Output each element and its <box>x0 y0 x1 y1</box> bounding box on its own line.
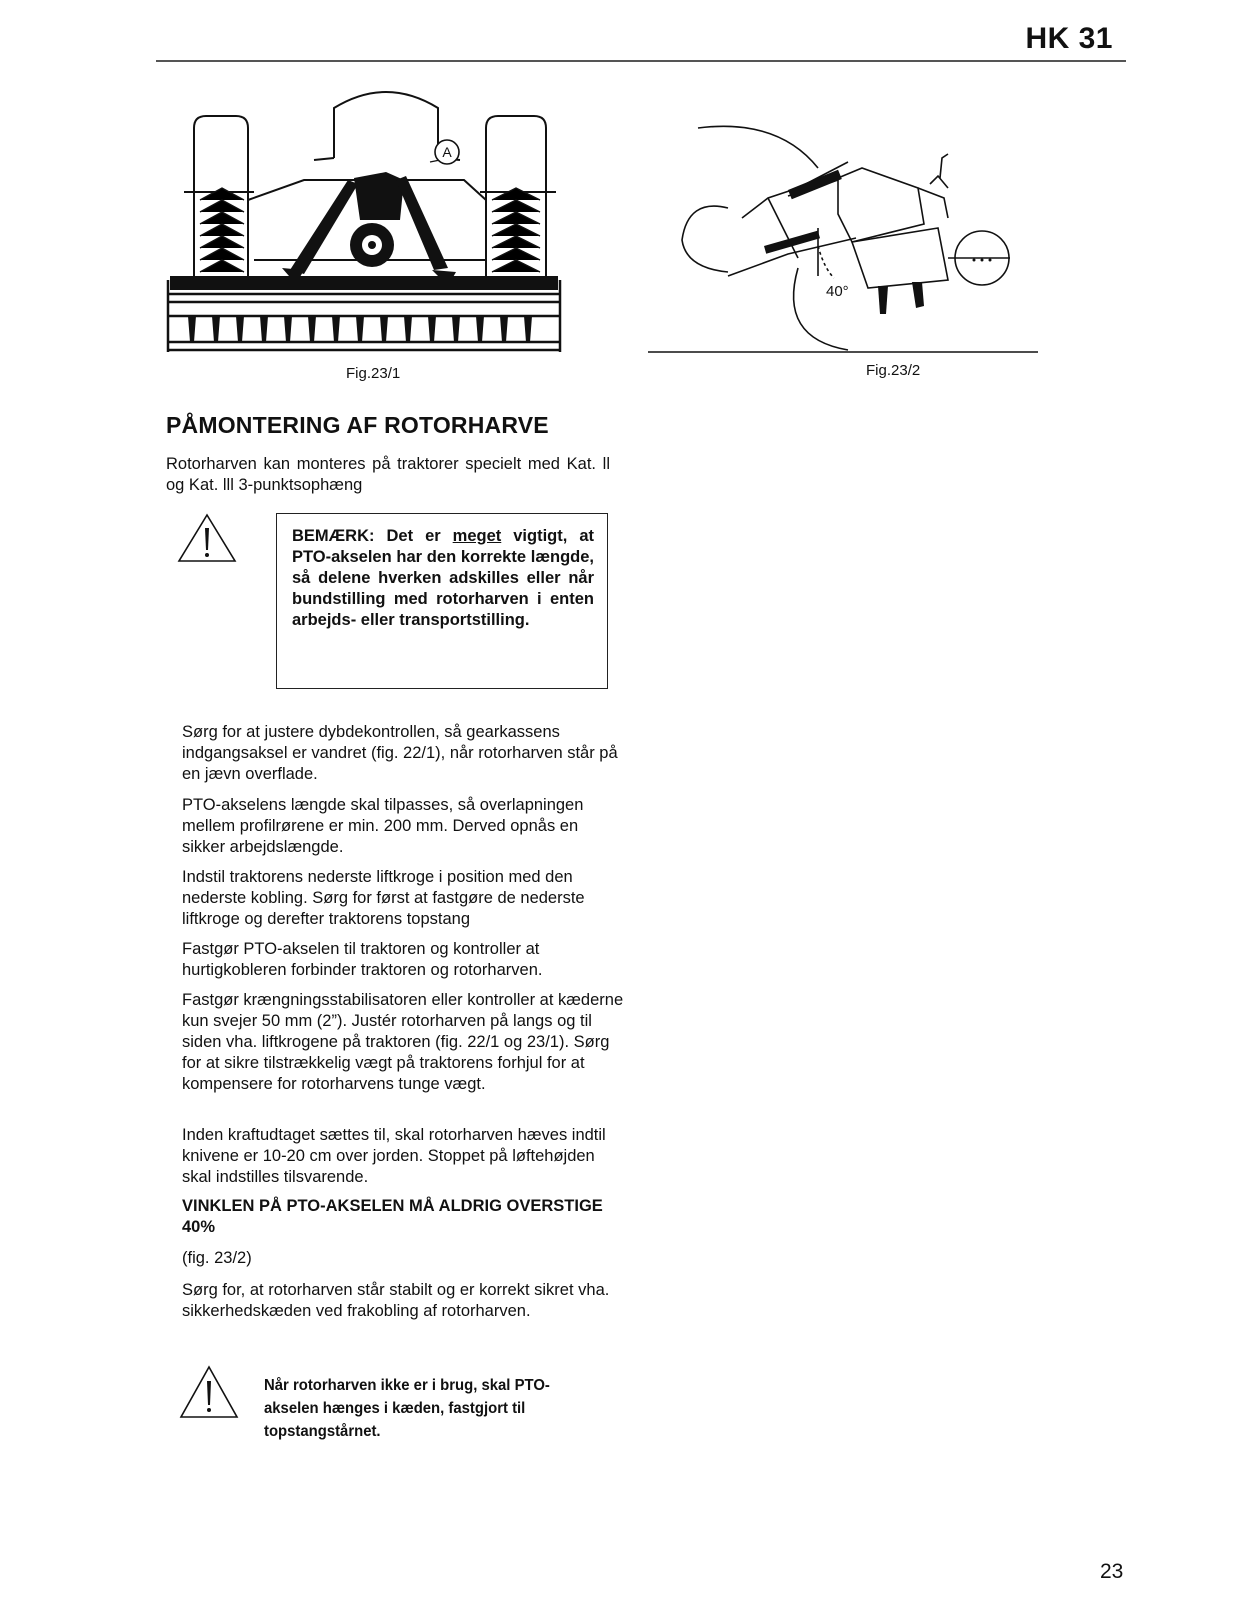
final-warning-note: Når rotorharven ikke er i brug, skal PTO-akselen hænges i kæden, fastgjort til topstangstårnet. <box>264 1377 550 1440</box>
paragraph-lift-hooks: Indstil traktorens nederste liftkroge i position med den nederste kobling. Sørg for først at fastgøre de nederste liftkroge og derefter traktorens topstang <box>182 868 585 928</box>
note-text-post: vigtigt, at PTO-akselen har den korrekte længde, så delene hverken adskilles eller når bundstilling med rotorharven i enten arbejds- eller transportstilling. <box>292 527 594 629</box>
important-note-text <box>292 526 594 631</box>
figure-2-caption: Fig.23/2 <box>866 362 921 379</box>
note-emphasis: meget <box>452 527 502 545</box>
page-number: 23 <box>1100 1560 1124 1583</box>
note-text-pre: Det er <box>374 527 453 545</box>
note-label: BEMÆRK: <box>292 527 375 545</box>
section-title: PÅMONTERING AF ROTORHARVE <box>166 412 549 438</box>
intro-paragraph: Rotorharven kan monteres på traktorer specielt med Kat. ll og Kat. lll 3-punktsophæng <box>166 455 610 494</box>
warning-triangle-icon <box>176 512 238 564</box>
document-header-title: HK 31 <box>1025 22 1113 55</box>
paragraph-power-takeoff: Inden kraftudtaget sættes til, skal rotorharven hæves indtil knivene er 10-20 cm over jorden. Stoppet på løftehøjden skal indstilles tilsvarende. <box>182 1126 606 1186</box>
figure-side-view-pto-angle <box>648 118 1038 358</box>
paragraph-pto-angle-warning: VINKLEN PÅ PTO-AKSELEN MÅ ALDRIG OVERSTIGE 40% <box>182 1197 603 1236</box>
warning-triangle-icon <box>178 1364 240 1420</box>
paragraph-depth-control: Sørg for at justere dybdekontrollen, så gearkassens indgangsaksel er vandret (fig. 22/1), når rotorharven står på en jævn overflade. <box>182 723 618 783</box>
header-rule <box>156 60 1126 62</box>
paragraph-figure-reference: (fig. 23/2) <box>182 1249 252 1267</box>
figure-tractor-rear-view <box>164 80 564 360</box>
paragraph-safety-chain: Sørg for, at rotorharven står stabilt og er korrekt sikret vha. sikkerhedskæden ved frakobling af rotorharven. <box>182 1281 610 1320</box>
paragraph-attach-pto: Fastgør PTO-akselen til traktoren og kontroller at hurtigkobleren forbinder traktoren og rotorharven. <box>182 940 543 979</box>
paragraph-pto-length: PTO-akselens længde skal tilpasses, så overlapningen mellem profilrørene er min. 200 mm. Derved opnås en sikker arbejdslængde. <box>182 796 584 856</box>
figure-1-caption: Fig.23/1 <box>346 365 401 382</box>
callout-a-label: A <box>442 144 452 160</box>
pto-angle-label: 40° <box>826 283 849 300</box>
paragraph-stabilizer: Fastgør krængningsstabilisatoren eller kontroller at kæderne kun svejer 50 mm (2”). Justér rotorharven på langs og til siden vha. liftkrogene på traktoren (fig. 22/1 og 23/1). Sørg for at sikre tilstrækkelig vægt på traktorens forhjul for at kompensere for rotorharvens tunge vægt. <box>182 991 624 1093</box>
